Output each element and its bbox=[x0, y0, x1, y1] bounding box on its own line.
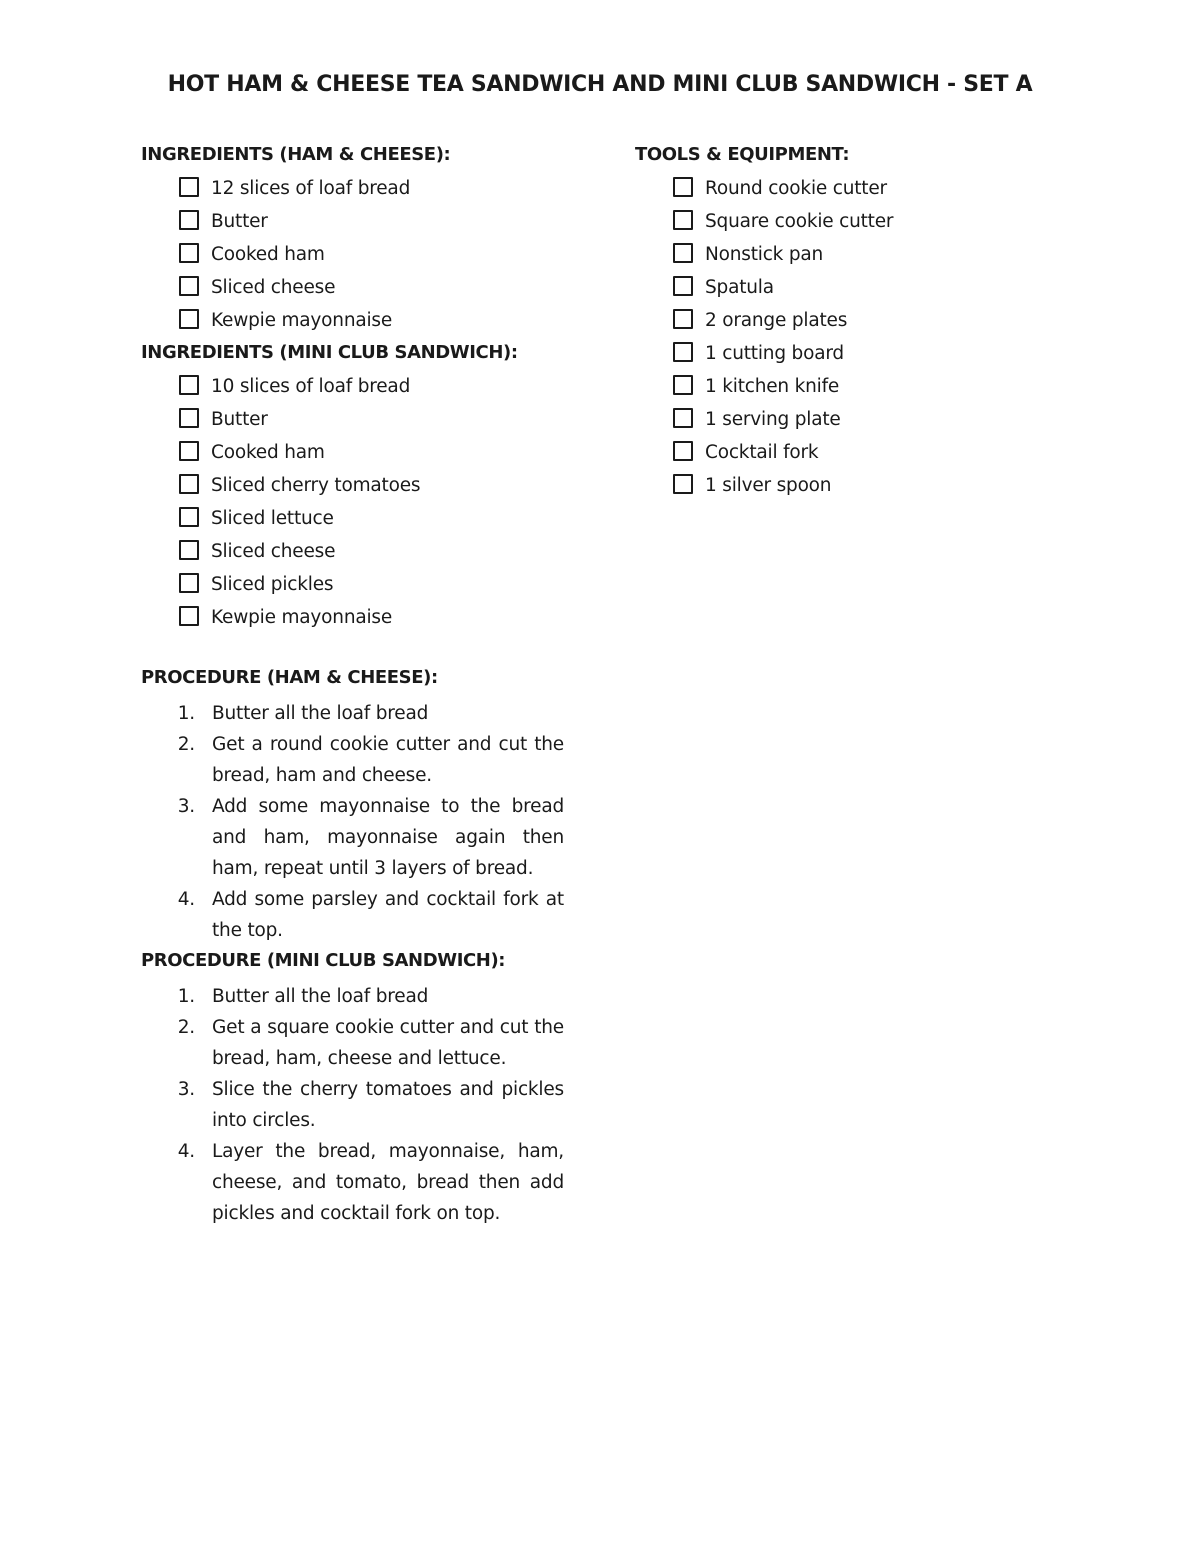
checklist-item[interactable] bbox=[635, 274, 1035, 307]
checklist-item[interactable] bbox=[141, 439, 571, 472]
checklist-item[interactable] bbox=[635, 373, 1035, 406]
step-number: 2. bbox=[177, 1017, 195, 1038]
item-label: 1 serving plate bbox=[705, 409, 841, 430]
checkbox-icon[interactable] bbox=[179, 573, 199, 593]
step-number: 4. bbox=[177, 1141, 195, 1162]
checkbox-icon[interactable] bbox=[179, 375, 199, 395]
checklist-item[interactable] bbox=[141, 241, 571, 274]
checklist-item[interactable] bbox=[141, 208, 571, 241]
checkbox-icon[interactable] bbox=[673, 474, 693, 494]
checklist-item[interactable] bbox=[635, 175, 1035, 208]
procedure-step bbox=[141, 729, 571, 791]
section-spacer bbox=[141, 637, 571, 665]
checkbox-icon[interactable] bbox=[673, 276, 693, 296]
checklist-item[interactable] bbox=[141, 571, 571, 604]
step-number: 1. bbox=[177, 703, 195, 724]
checkbox-icon[interactable] bbox=[673, 375, 693, 395]
procedure-step bbox=[141, 791, 571, 884]
procedure-step bbox=[141, 884, 571, 946]
step-text: Slice the cherry tomatoes and pickles into circles. bbox=[212, 1079, 564, 1131]
checklist-item[interactable] bbox=[635, 241, 1035, 274]
step-text: Get a square cookie cutter and cut the bread, ham, cheese and lettuce. bbox=[212, 1017, 564, 1069]
checkbox-icon[interactable] bbox=[673, 210, 693, 230]
step-text: Butter all the loaf bread bbox=[212, 703, 429, 724]
item-label: Kewpie mayonnaise bbox=[211, 310, 393, 331]
ingredients-ham-cheese-heading: INGREDIENTS (HAM & CHEESE): bbox=[141, 144, 451, 165]
procedure-step bbox=[141, 1012, 571, 1074]
checkbox-icon[interactable] bbox=[179, 243, 199, 263]
checklist-item[interactable] bbox=[635, 439, 1035, 472]
item-label: Square cookie cutter bbox=[705, 211, 894, 232]
checkbox-icon[interactable] bbox=[673, 342, 693, 362]
right-column bbox=[635, 142, 1035, 505]
left-column bbox=[141, 142, 571, 1229]
checklist-item[interactable] bbox=[141, 274, 571, 307]
ingredients-ham-cheese-list bbox=[141, 175, 571, 340]
step-number: 3. bbox=[177, 1079, 195, 1100]
checkbox-icon[interactable] bbox=[673, 177, 693, 197]
ingredients-club-heading: INGREDIENTS (MINI CLUB SANDWICH): bbox=[141, 342, 518, 363]
checkbox-icon[interactable] bbox=[179, 276, 199, 296]
procedure-step bbox=[141, 981, 571, 1012]
page-title: HOT HAM & CHEESE TEA SANDWICH AND MINI CLUB SANDWICH - SET A bbox=[167, 72, 1033, 97]
checklist-item[interactable] bbox=[141, 538, 571, 571]
checklist-item[interactable] bbox=[635, 406, 1035, 439]
step-text: Add some mayonnaise to the bread and ham, mayonnaise again then ham, repeat until 3 layers of bread. bbox=[212, 796, 564, 879]
item-label: Sliced pickles bbox=[211, 574, 334, 595]
checklist-item[interactable] bbox=[635, 340, 1035, 373]
checkbox-icon[interactable] bbox=[179, 177, 199, 197]
item-label: Sliced cheese bbox=[211, 277, 336, 298]
step-number: 2. bbox=[177, 734, 195, 755]
procedure-ham-cheese-heading: PROCEDURE (HAM & CHEESE): bbox=[141, 667, 438, 688]
item-label: Butter bbox=[211, 211, 268, 232]
item-label: Sliced cheese bbox=[211, 541, 336, 562]
step-number: 4. bbox=[177, 889, 195, 910]
item-label: Nonstick pan bbox=[705, 244, 824, 265]
checklist-item[interactable] bbox=[635, 472, 1035, 505]
item-label: Spatula bbox=[705, 277, 774, 298]
item-label: 1 kitchen knife bbox=[705, 376, 840, 397]
step-text: Get a round cookie cutter and cut the bread, ham and cheese. bbox=[212, 734, 564, 786]
procedure-step bbox=[141, 1074, 571, 1136]
step-text: Butter all the loaf bread bbox=[212, 986, 429, 1007]
checkbox-icon[interactable] bbox=[673, 309, 693, 329]
checklist-item[interactable] bbox=[141, 406, 571, 439]
ingredients-club-list bbox=[141, 373, 571, 637]
checklist-item[interactable] bbox=[141, 472, 571, 505]
procedure-step bbox=[141, 1136, 571, 1229]
item-label: Butter bbox=[211, 409, 268, 430]
checkbox-icon[interactable] bbox=[673, 441, 693, 461]
step-number: 1. bbox=[177, 986, 195, 1007]
checklist-item[interactable] bbox=[635, 208, 1035, 241]
item-label: Sliced cherry tomatoes bbox=[211, 475, 421, 496]
item-label: Cooked ham bbox=[211, 244, 325, 265]
item-label: Round cookie cutter bbox=[705, 178, 887, 199]
checklist-item[interactable] bbox=[635, 307, 1035, 340]
item-label: Sliced lettuce bbox=[211, 508, 334, 529]
checklist-item[interactable] bbox=[141, 307, 571, 340]
checkbox-icon[interactable] bbox=[179, 507, 199, 527]
item-label: Cooked ham bbox=[211, 442, 325, 463]
item-label: 10 slices of loaf bread bbox=[211, 376, 411, 397]
item-label: Cocktail fork bbox=[705, 442, 819, 463]
checkbox-icon[interactable] bbox=[179, 540, 199, 560]
checklist-item[interactable] bbox=[141, 604, 571, 637]
checkbox-icon[interactable] bbox=[179, 309, 199, 329]
item-label: 1 silver spoon bbox=[705, 475, 832, 496]
step-text: Layer the bread, mayonnaise, ham, cheese, and tomato, bread then add pickles and cocktail fork on top. bbox=[212, 1141, 564, 1224]
tools-list bbox=[635, 175, 1035, 505]
procedure-club-heading: PROCEDURE (MINI CLUB SANDWICH): bbox=[141, 950, 506, 971]
procedure-step bbox=[141, 698, 571, 729]
item-label: 2 orange plates bbox=[705, 310, 848, 331]
checklist-item[interactable] bbox=[141, 373, 571, 406]
checkbox-icon[interactable] bbox=[673, 243, 693, 263]
tools-heading: TOOLS & EQUIPMENT: bbox=[635, 144, 850, 165]
item-label: Kewpie mayonnaise bbox=[211, 607, 393, 628]
checkbox-icon[interactable] bbox=[179, 606, 199, 626]
procedure-ham-cheese-list bbox=[141, 698, 571, 946]
checkbox-icon[interactable] bbox=[179, 441, 199, 461]
checkbox-icon[interactable] bbox=[673, 408, 693, 428]
checklist-item[interactable] bbox=[141, 505, 571, 538]
item-label: 1 cutting board bbox=[705, 343, 844, 364]
step-number: 3. bbox=[177, 796, 195, 817]
checkbox-icon[interactable] bbox=[179, 474, 199, 494]
checklist-item[interactable] bbox=[141, 175, 571, 208]
item-label: 12 slices of loaf bread bbox=[211, 178, 411, 199]
checkbox-icon[interactable] bbox=[179, 408, 199, 428]
step-text: Add some parsley and cocktail fork at the top. bbox=[212, 889, 564, 941]
procedure-club-list bbox=[141, 981, 571, 1229]
checkbox-icon[interactable] bbox=[179, 210, 199, 230]
